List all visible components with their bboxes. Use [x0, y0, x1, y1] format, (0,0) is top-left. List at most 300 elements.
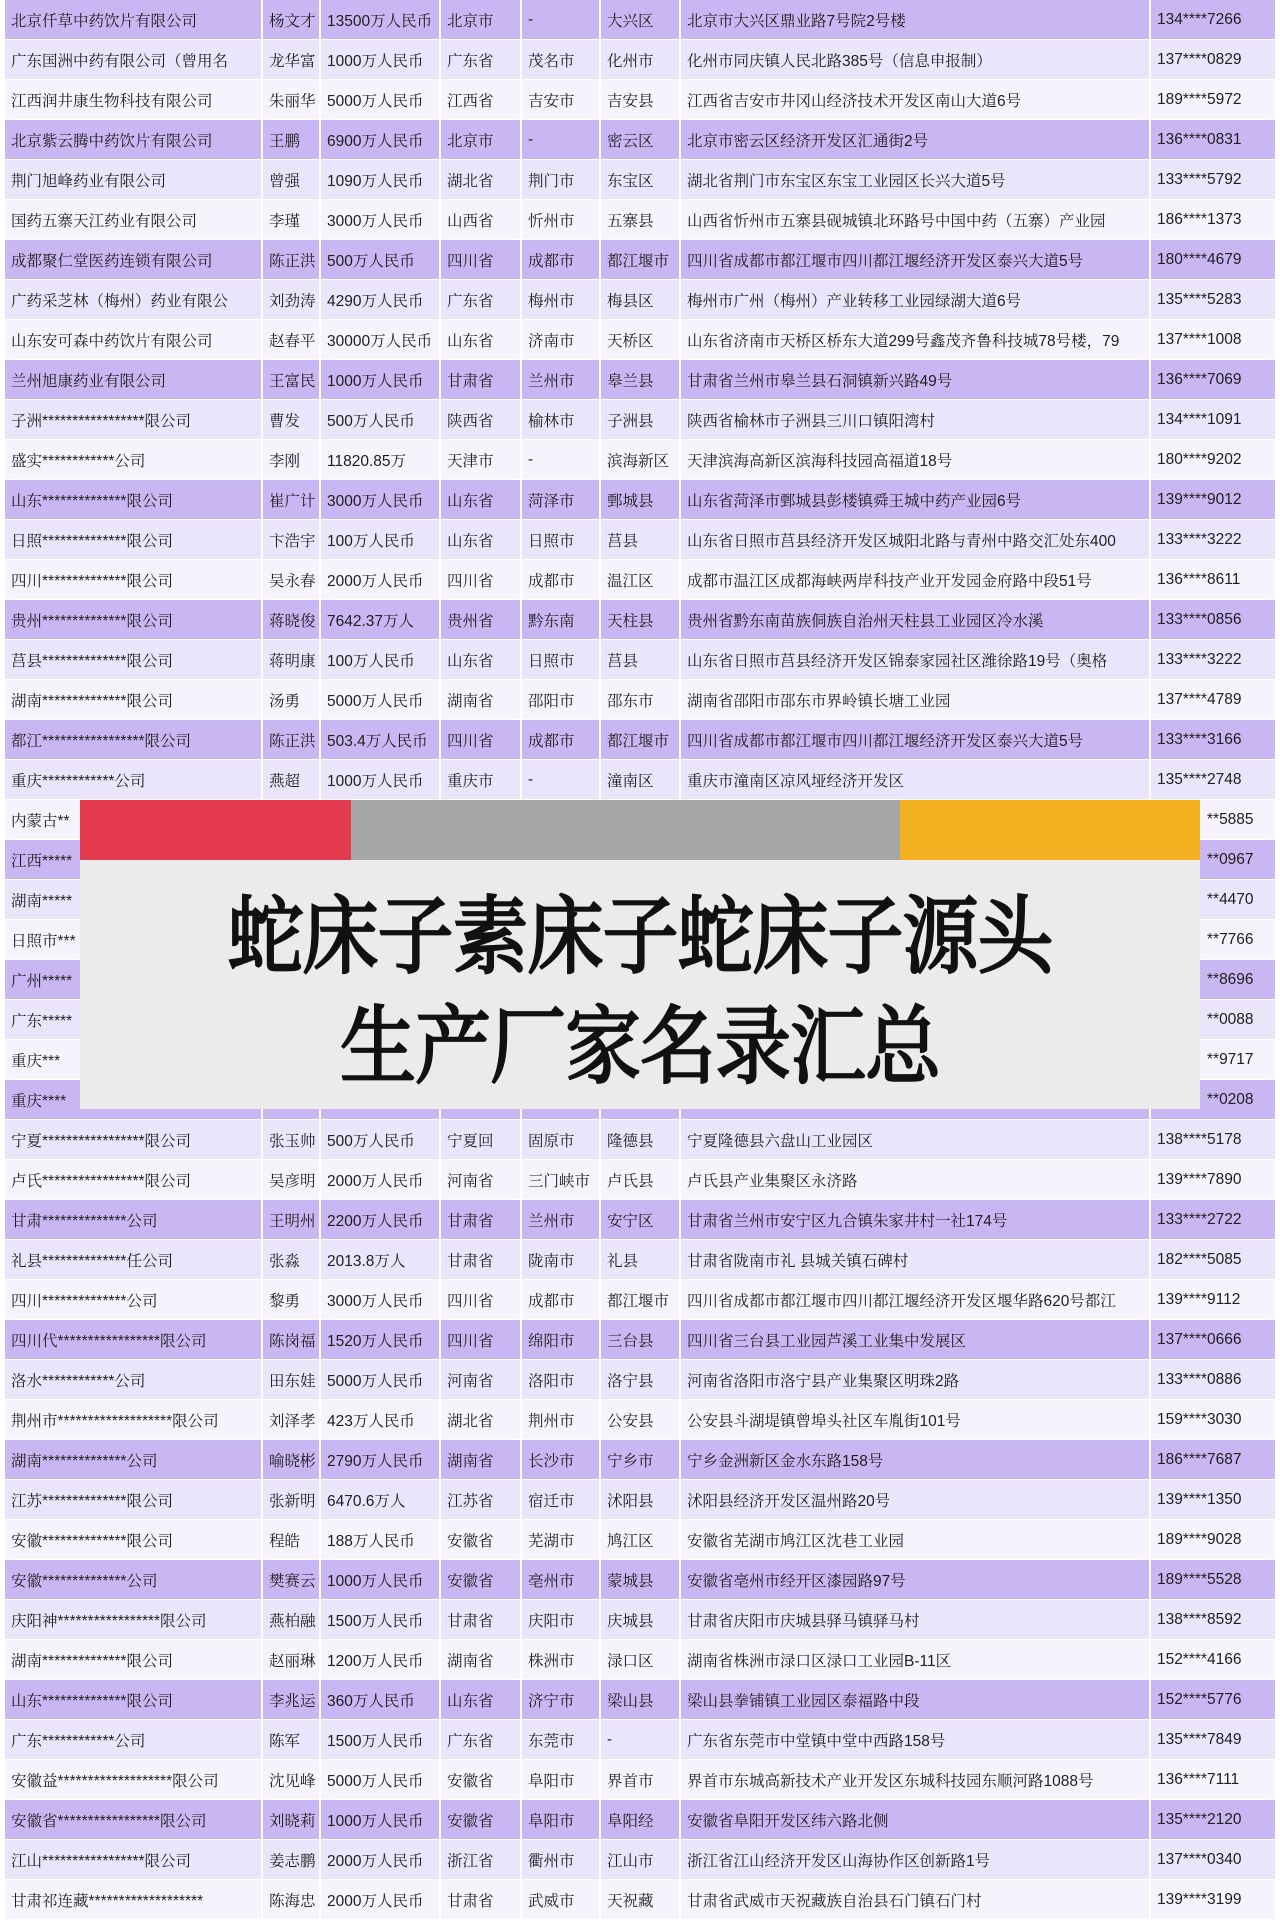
phone-cell: 139****9112 — [1151, 1280, 1275, 1320]
legal-representative-cell: 王明州 — [263, 1200, 321, 1240]
phone-cell: **0088 — [1151, 1000, 1275, 1040]
table-row — [5, 1760, 1275, 1800]
city-cell: 荆州市 — [522, 1400, 601, 1440]
address-cell: 四川省成都市都江堰市四川都江堰经济开发区堰华路620号都江 — [681, 1280, 1151, 1320]
registered-capital-cell: 1200万人民币 — [321, 1640, 441, 1680]
registered-capital-cell: 4290万人民币 — [321, 280, 441, 320]
registered-capital-cell: 500万人民币 — [321, 240, 441, 280]
province-cell: 安徽省 — [441, 1760, 522, 1800]
phone-cell: **0208 — [1151, 1080, 1275, 1120]
legal-representative-cell: 赵春平 — [263, 320, 321, 360]
legal-representative-cell: 龙华富 — [263, 40, 321, 80]
district-cell: 化州市 — [601, 40, 681, 80]
city-cell: 绵阳市 — [522, 1320, 601, 1360]
company-name-cell: 内蒙古** — [5, 800, 263, 840]
city-cell: 亳州市 — [522, 1560, 601, 1600]
table-row — [5, 1280, 1275, 1320]
address-cell: 北京市大兴区鼎业路7号院2号楼 — [681, 0, 1151, 40]
table-row — [5, 80, 1275, 120]
district-cell: 梁山县 — [601, 1680, 681, 1720]
district-cell: 江山市 — [601, 1840, 681, 1880]
district-cell: 洛宁县 — [601, 1360, 681, 1400]
address-cell: 卢氏县产业集聚区永济路 — [681, 1160, 1151, 1200]
address-cell: 湖北省荆门市东宝区东宝工业园区长兴大道5号 — [681, 160, 1151, 200]
table-row — [5, 560, 1275, 600]
table-row — [5, 760, 1275, 800]
province-cell: 广东省 — [441, 40, 522, 80]
legal-representative-cell: 李刚 — [263, 440, 321, 480]
company-name-cell: 日照市*** — [5, 920, 263, 960]
address-cell: 沭阳县经济开发区温州路20号 — [681, 1480, 1151, 1520]
company-name-cell: 江西润井康生物科技有限公司 — [5, 80, 263, 120]
phone-cell: **5885 — [1151, 800, 1275, 840]
district-cell: 阜阳经 — [601, 1800, 681, 1840]
province-cell: 甘肃省 — [441, 360, 522, 400]
registered-capital-cell: 503.4万人民币 — [321, 720, 441, 760]
phone-cell: 133****5792 — [1151, 160, 1275, 200]
phone-cell: 135****2120 — [1151, 1800, 1275, 1840]
legal-representative-cell: 黎勇 — [263, 1280, 321, 1320]
district-cell: 三台县 — [601, 1320, 681, 1360]
district-cell: 子洲县 — [601, 400, 681, 440]
company-name-cell: 山东安可森中药饮片有限公司 — [5, 320, 263, 360]
company-name-cell: 成都聚仁堂医药连锁有限公司 — [5, 240, 263, 280]
company-name-cell: 湖南***** — [5, 880, 263, 920]
province-cell: 陕西省 — [441, 400, 522, 440]
phone-cell: 135****5283 — [1151, 280, 1275, 320]
legal-representative-cell: 吴永春 — [263, 560, 321, 600]
registered-capital-cell: 360万人民币 — [321, 1680, 441, 1720]
table-row — [5, 280, 1275, 320]
phone-cell: 137****4789 — [1151, 680, 1275, 720]
legal-representative-cell: 陈正洪 — [263, 720, 321, 760]
registered-capital-cell: 188万人民币 — [321, 1520, 441, 1560]
address-cell: 山东省日照市莒县经济开发区锦泰家园社区潍徐路19号（奥格 — [681, 640, 1151, 680]
province-cell: 湖北省 — [441, 160, 522, 200]
city-cell: 日照市 — [522, 520, 601, 560]
company-name-cell: 重庆**** — [5, 1080, 263, 1120]
stripe-segment-gray — [351, 800, 900, 860]
address-cell: 湖南省株洲市渌口区渌口工业园B-11区 — [681, 1640, 1151, 1680]
phone-cell: 133****2722 — [1151, 1200, 1275, 1240]
district-cell: 大兴区 — [601, 0, 681, 40]
legal-representative-cell: 蒋明康 — [263, 640, 321, 680]
registered-capital-cell: 6900万人民币 — [321, 120, 441, 160]
city-cell: 荆门市 — [522, 160, 601, 200]
district-cell: 沭阳县 — [601, 1480, 681, 1520]
company-name-cell: 广东***** — [5, 1000, 263, 1040]
company-name-cell: 宁夏*****************限公司 — [5, 1120, 263, 1160]
company-name-cell: 荆州市*******************限公司 — [5, 1400, 263, 1440]
registered-capital-cell: 100万人民币 — [321, 520, 441, 560]
address-cell: 北京市密云区经济开发区汇通街2号 — [681, 120, 1151, 160]
legal-representative-cell: 刘劲涛 — [263, 280, 321, 320]
table-row — [5, 1360, 1275, 1400]
district-cell: 宁乡市 — [601, 1440, 681, 1480]
province-cell: 宁夏回 — [441, 1120, 522, 1160]
company-name-cell: 洛水************公司 — [5, 1360, 263, 1400]
city-cell: 吉安市 — [522, 80, 601, 120]
district-cell: 界首市 — [601, 1760, 681, 1800]
phone-cell: 136****8611 — [1151, 560, 1275, 600]
registered-capital-cell: 7642.37万人 — [321, 600, 441, 640]
phone-cell: 189****5528 — [1151, 1560, 1275, 1600]
city-cell: - — [522, 120, 601, 160]
company-name-cell: 贵州**************限公司 — [5, 600, 263, 640]
city-cell: 庆阳市 — [522, 1600, 601, 1640]
address-cell: 安徽省亳州市经开区漆园路97号 — [681, 1560, 1151, 1600]
legal-representative-cell: 张玉帅 — [263, 1120, 321, 1160]
table-row — [5, 200, 1275, 240]
table-row — [5, 600, 1275, 640]
registered-capital-cell: 1500万人民币 — [321, 1720, 441, 1760]
address-cell: 广东省东莞市中堂镇中堂中西路158号 — [681, 1720, 1151, 1760]
registered-capital-cell: 500万人民币 — [321, 400, 441, 440]
city-cell: 芜湖市 — [522, 1520, 601, 1560]
company-name-cell: 安徽益*******************限公司 — [5, 1760, 263, 1800]
city-cell: 成都市 — [522, 1280, 601, 1320]
legal-representative-cell: 刘泽孝 — [263, 1400, 321, 1440]
registered-capital-cell: 2000万人民币 — [321, 1880, 441, 1920]
legal-representative-cell: 汤勇 — [263, 680, 321, 720]
city-cell: 茂名市 — [522, 40, 601, 80]
address-cell: 梅州市广州（梅州）产业转移工业园绿湖大道6号 — [681, 280, 1151, 320]
phone-cell: **7766 — [1151, 920, 1275, 960]
province-cell: 湖北省 — [441, 1400, 522, 1440]
table-row — [5, 1600, 1275, 1640]
district-cell: 礼县 — [601, 1240, 681, 1280]
phone-cell: **0967 — [1151, 840, 1275, 880]
legal-representative-cell: 田东娃 — [263, 1360, 321, 1400]
table-row — [5, 0, 1275, 40]
legal-representative-cell: 樊赛云 — [263, 1560, 321, 1600]
province-cell: 河南省 — [441, 1160, 522, 1200]
legal-representative-cell: 卞浩宇 — [263, 520, 321, 560]
address-cell: 陕西省榆林市子洲县三川口镇阳湾村 — [681, 400, 1151, 440]
legal-representative-cell: 蒋晓俊 — [263, 600, 321, 640]
registered-capital-cell: 5000万人民币 — [321, 1360, 441, 1400]
province-cell: 山东省 — [441, 1680, 522, 1720]
province-cell: 浙江省 — [441, 1840, 522, 1880]
table-row — [5, 1320, 1275, 1360]
registered-capital-cell: 6470.6万人 — [321, 1480, 441, 1520]
city-cell: - — [522, 760, 601, 800]
company-name-cell: 安徽**************公司 — [5, 1560, 263, 1600]
city-cell: 武威市 — [522, 1880, 601, 1920]
address-cell: 山东省日照市莒县经济开发区城阳北路与青州中路交汇处东400 — [681, 520, 1151, 560]
address-cell: 甘肃省武威市天祝藏族自治县石门镇石门村 — [681, 1880, 1151, 1920]
district-cell: 鸠江区 — [601, 1520, 681, 1560]
phone-cell: 182****5085 — [1151, 1240, 1275, 1280]
legal-representative-cell: 曹发 — [263, 400, 321, 440]
company-name-cell: 四川代*****************限公司 — [5, 1320, 263, 1360]
table-row — [5, 1160, 1275, 1200]
province-cell: 广东省 — [441, 1720, 522, 1760]
legal-representative-cell: 陈岗福 — [263, 1320, 321, 1360]
stripe-segment-red — [80, 800, 351, 860]
district-cell: 吉安县 — [601, 80, 681, 120]
province-cell: 甘肃省 — [441, 1240, 522, 1280]
phone-cell: 135****7849 — [1151, 1720, 1275, 1760]
registered-capital-cell: 1000万人民币 — [321, 760, 441, 800]
province-cell: 安徽省 — [441, 1560, 522, 1600]
registered-capital-cell: 100万人民币 — [321, 640, 441, 680]
company-name-cell: 都江*****************限公司 — [5, 720, 263, 760]
registered-capital-cell: 2790万人民币 — [321, 1440, 441, 1480]
phone-cell: 138****8592 — [1151, 1600, 1275, 1640]
address-cell: 安徽省芜湖市鸠江区沈巷工业园 — [681, 1520, 1151, 1560]
registered-capital-cell: 2000万人民币 — [321, 1160, 441, 1200]
company-name-cell: 卢氏*****************限公司 — [5, 1160, 263, 1200]
table-row — [5, 320, 1275, 360]
district-cell: - — [601, 1720, 681, 1760]
phone-cell: 189****9028 — [1151, 1520, 1275, 1560]
city-cell: 梅州市 — [522, 280, 601, 320]
district-cell: 潼南区 — [601, 760, 681, 800]
district-cell: 天祝藏 — [601, 1880, 681, 1920]
registered-capital-cell: 3000万人民币 — [321, 1280, 441, 1320]
registered-capital-cell: 1000万人民币 — [321, 1560, 441, 1600]
province-cell: 江西省 — [441, 80, 522, 120]
city-cell: 阜阳市 — [522, 1760, 601, 1800]
table-row — [5, 440, 1275, 480]
phone-cell: 133****3166 — [1151, 720, 1275, 760]
legal-representative-cell: 喻晓彬 — [263, 1440, 321, 1480]
company-name-cell: 广东************公司 — [5, 1720, 263, 1760]
banner-title-box — [80, 860, 1200, 1109]
province-cell: 甘肃省 — [441, 1880, 522, 1920]
legal-representative-cell: 李兆运 — [263, 1680, 321, 1720]
company-name-cell: 礼县**************任公司 — [5, 1240, 263, 1280]
phone-cell: 133****0856 — [1151, 600, 1275, 640]
company-name-cell: 湖南**************公司 — [5, 1440, 263, 1480]
city-cell: 兰州市 — [522, 360, 601, 400]
table-row — [5, 1480, 1275, 1520]
phone-cell: 139****3199 — [1151, 1880, 1275, 1920]
company-name-cell: 江山*****************限公司 — [5, 1840, 263, 1880]
company-name-cell: 湖南**************限公司 — [5, 1640, 263, 1680]
company-name-cell: 广东国洲中药有限公司（曾用名 — [5, 40, 263, 80]
province-cell: 湖南省 — [441, 1640, 522, 1680]
city-cell: 黔东南 — [522, 600, 601, 640]
company-name-cell: 盛实************公司 — [5, 440, 263, 480]
phone-cell: 139****9012 — [1151, 480, 1275, 520]
address-cell: 甘肃省庆阳市庆城县驿马镇驿马村 — [681, 1600, 1151, 1640]
city-cell: 济南市 — [522, 320, 601, 360]
legal-representative-cell: 曾强 — [263, 160, 321, 200]
province-cell: 甘肃省 — [441, 1200, 522, 1240]
district-cell: 天柱县 — [601, 600, 681, 640]
province-cell: 广东省 — [441, 280, 522, 320]
registered-capital-cell: 30000万人民币 — [321, 320, 441, 360]
legal-representative-cell: 姜志鹏 — [263, 1840, 321, 1880]
district-cell: 都江堰市 — [601, 1280, 681, 1320]
province-cell: 山东省 — [441, 320, 522, 360]
registered-capital-cell: 2000万人民币 — [321, 1840, 441, 1880]
phone-cell: 134****7266 — [1151, 0, 1275, 40]
address-cell: 山西省忻州市五寨县砚城镇北环路号中国中药（五寨）产业园 — [681, 200, 1151, 240]
legal-representative-cell: 程皓 — [263, 1520, 321, 1560]
city-cell: 东莞市 — [522, 1720, 601, 1760]
registered-capital-cell: 1090万人民币 — [321, 160, 441, 200]
province-cell: 江苏省 — [441, 1480, 522, 1520]
city-cell: 菏泽市 — [522, 480, 601, 520]
city-cell: 衢州市 — [522, 1840, 601, 1880]
company-name-cell: 甘肃**************公司 — [5, 1200, 263, 1240]
legal-representative-cell: 陈海忠 — [263, 1880, 321, 1920]
table-row — [5, 1400, 1275, 1440]
legal-representative-cell: 陈军 — [263, 1720, 321, 1760]
district-cell: 卢氏县 — [601, 1160, 681, 1200]
province-cell: 山东省 — [441, 520, 522, 560]
city-cell: 长沙市 — [522, 1440, 601, 1480]
company-name-cell: 安徽**************限公司 — [5, 1520, 263, 1560]
city-cell: 固原市 — [522, 1120, 601, 1160]
company-name-cell: 江苏**************限公司 — [5, 1480, 263, 1520]
legal-representative-cell: 王富民 — [263, 360, 321, 400]
registered-capital-cell: 5000万人民币 — [321, 680, 441, 720]
banner-title-line-1: 蛇床子素床子蛇床子源头 — [227, 886, 1053, 987]
company-name-cell: 山东**************限公司 — [5, 1680, 263, 1720]
address-cell: 宁夏隆德县六盘山工业园区 — [681, 1120, 1151, 1160]
legal-representative-cell: 崔广计 — [263, 480, 321, 520]
legal-representative-cell: 杨文才 — [263, 0, 321, 40]
phone-cell: 152****5776 — [1151, 1680, 1275, 1720]
province-cell: 湖南省 — [441, 680, 522, 720]
district-cell: 天桥区 — [601, 320, 681, 360]
address-cell: 四川省成都市都江堰市四川都江堰经济开发区泰兴大道5号 — [681, 240, 1151, 280]
company-name-cell: 湖南**************限公司 — [5, 680, 263, 720]
phone-cell: 133****0886 — [1151, 1360, 1275, 1400]
table-row — [5, 1640, 1275, 1680]
city-cell: 阜阳市 — [522, 1800, 601, 1840]
phone-cell: 180****4679 — [1151, 240, 1275, 280]
legal-representative-cell: 燕柏融 — [263, 1600, 321, 1640]
address-cell: 安徽省阜阳开发区纬六路北侧 — [681, 1800, 1151, 1840]
phone-cell: 137****0666 — [1151, 1320, 1275, 1360]
district-cell: 莒县 — [601, 520, 681, 560]
phone-cell: **9717 — [1151, 1040, 1275, 1080]
address-cell: 界首市东城高新技术产业开发区东城科技园东顺河路1088号 — [681, 1760, 1151, 1800]
table-row — [5, 360, 1275, 400]
company-name-cell: 国药五寨天江药业有限公司 — [5, 200, 263, 240]
table-row — [5, 520, 1275, 560]
phone-cell: 137****1008 — [1151, 320, 1275, 360]
province-cell: 贵州省 — [441, 600, 522, 640]
city-cell: 三门峡市 — [522, 1160, 601, 1200]
city-cell: 宿迁市 — [522, 1480, 601, 1520]
district-cell: 都江堰市 — [601, 720, 681, 760]
city-cell: 株洲市 — [522, 1640, 601, 1680]
company-name-cell: 重庆************公司 — [5, 760, 263, 800]
registered-capital-cell: 5000万人民币 — [321, 80, 441, 120]
company-name-cell: 子洲*****************限公司 — [5, 400, 263, 440]
district-cell: 滨海新区 — [601, 440, 681, 480]
city-cell: 成都市 — [522, 240, 601, 280]
address-cell: 贵州省黔东南苗族侗族自治州天柱县工业园区冷水溪 — [681, 600, 1151, 640]
district-cell: 渌口区 — [601, 1640, 681, 1680]
table-row — [5, 40, 1275, 80]
address-cell: 湖南省邵阳市邵东市界岭镇长塘工业园 — [681, 680, 1151, 720]
table-row — [5, 640, 1275, 680]
company-name-cell: 北京仟草中药饮片有限公司 — [5, 0, 263, 40]
legal-representative-cell: 陈正洪 — [263, 240, 321, 280]
phone-cell: 189****5972 — [1151, 80, 1275, 120]
table-row — [5, 1520, 1275, 1560]
district-cell: 皋兰县 — [601, 360, 681, 400]
province-cell: 安徽省 — [441, 1520, 522, 1560]
province-cell: 四川省 — [441, 240, 522, 280]
legal-representative-cell: 吴彦明 — [263, 1160, 321, 1200]
province-cell: 北京市 — [441, 120, 522, 160]
province-cell: 甘肃省 — [441, 1600, 522, 1640]
table-row — [5, 120, 1275, 160]
phone-cell: 152****4166 — [1151, 1640, 1275, 1680]
phone-cell: 139****7890 — [1151, 1160, 1275, 1200]
registered-capital-cell: 1000万人民币 — [321, 360, 441, 400]
company-name-cell: 广药采芝林（梅州）药业有限公 — [5, 280, 263, 320]
province-cell: 四川省 — [441, 560, 522, 600]
province-cell: 山东省 — [441, 480, 522, 520]
table-row — [5, 1800, 1275, 1840]
district-cell: 邵东市 — [601, 680, 681, 720]
phone-cell: 137****0829 — [1151, 40, 1275, 80]
table-row — [5, 1200, 1275, 1240]
district-cell: 安宁区 — [601, 1200, 681, 1240]
registered-capital-cell: 1000万人民币 — [321, 40, 441, 80]
registered-capital-cell: 11820.85万 — [321, 440, 441, 480]
registered-capital-cell: 423万人民币 — [321, 1400, 441, 1440]
registered-capital-cell: 5000万人民币 — [321, 1760, 441, 1800]
table-row — [5, 1720, 1275, 1760]
province-cell: 四川省 — [441, 720, 522, 760]
phone-cell: 133****3222 — [1151, 520, 1275, 560]
phone-cell: 186****7687 — [1151, 1440, 1275, 1480]
company-name-cell: 广州***** — [5, 960, 263, 1000]
city-cell: - — [522, 440, 601, 480]
district-cell: 庆城县 — [601, 1600, 681, 1640]
table-row — [5, 480, 1275, 520]
table-row — [5, 240, 1275, 280]
city-cell: 忻州市 — [522, 200, 601, 240]
company-name-cell: 安徽省*****************限公司 — [5, 1800, 263, 1840]
city-cell: - — [522, 0, 601, 40]
company-name-cell: 北京紫云腾中药饮片有限公司 — [5, 120, 263, 160]
city-cell: 邵阳市 — [522, 680, 601, 720]
table-row — [5, 680, 1275, 720]
table-row — [5, 720, 1275, 760]
province-cell: 湖南省 — [441, 1440, 522, 1480]
company-name-cell: 四川**************限公司 — [5, 560, 263, 600]
city-cell: 济宁市 — [522, 1680, 601, 1720]
address-cell: 江西省吉安市井冈山经济技术开发区南山大道6号 — [681, 80, 1151, 120]
address-cell: 四川省三台县工业园芦溪工业集中发展区 — [681, 1320, 1151, 1360]
legal-representative-cell: 张淼 — [263, 1240, 321, 1280]
city-cell: 榆林市 — [522, 400, 601, 440]
city-cell: 日照市 — [522, 640, 601, 680]
table-row — [5, 1680, 1275, 1720]
banner-color-stripe — [80, 800, 1200, 860]
province-cell: 河南省 — [441, 1360, 522, 1400]
district-cell: 密云区 — [601, 120, 681, 160]
phone-cell: 180****9202 — [1151, 440, 1275, 480]
legal-representative-cell: 燕超 — [263, 760, 321, 800]
district-cell: 蒙城县 — [601, 1560, 681, 1600]
address-cell: 河南省洛阳市洛宁县产业集聚区明珠2路 — [681, 1360, 1151, 1400]
city-cell: 兰州市 — [522, 1200, 601, 1240]
phone-cell: 137****0340 — [1151, 1840, 1275, 1880]
district-cell: 东宝区 — [601, 160, 681, 200]
